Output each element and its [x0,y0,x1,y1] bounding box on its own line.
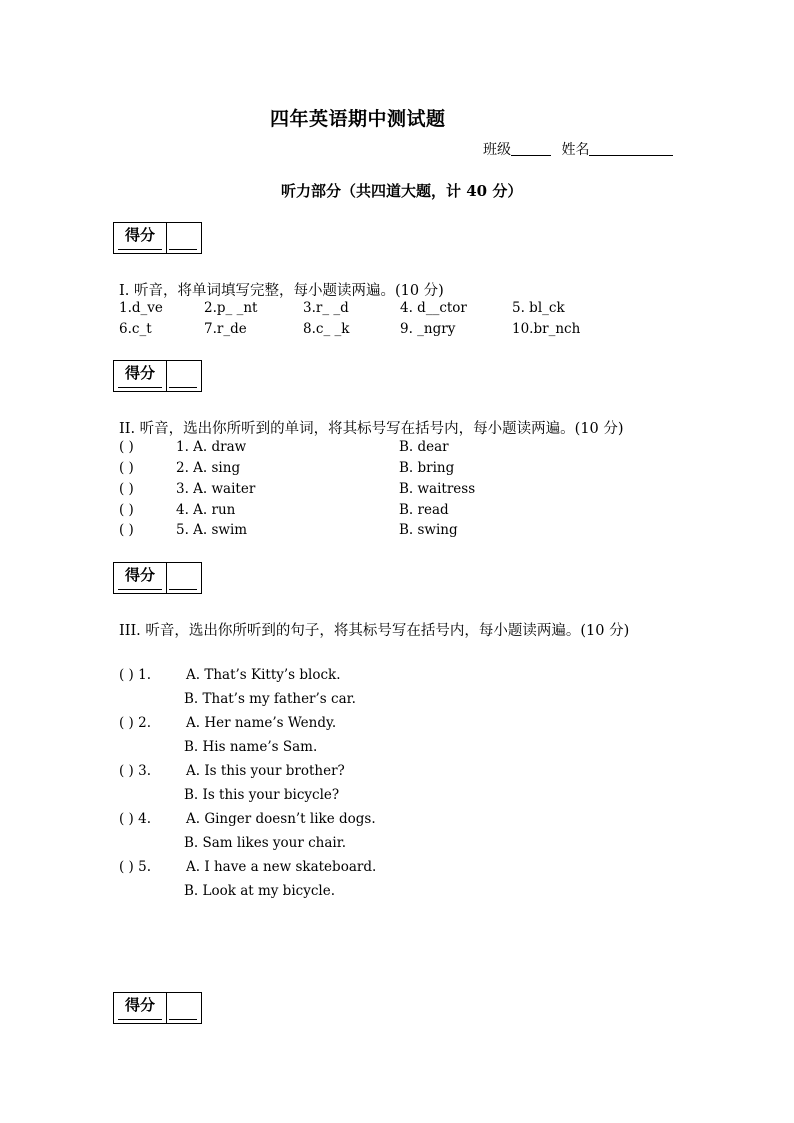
q2-option-b: B. dear [399,439,449,455]
q3-option-b: B. Sam likes your chair. [184,835,346,851]
q2-paren[interactable]: ( ) [119,481,134,497]
q2-option-a: 4. A. run [176,502,236,518]
q3-number[interactable]: ( ) 2. [119,715,151,731]
score-box-3 [113,562,202,594]
class-label: 班级 [483,142,511,158]
exam-title: 四年英语期中测试题 [270,108,446,130]
score-label: 得分 [114,993,167,1023]
q2-instruction: II. 听音，选出你所听到的单词，将其标号写在括号内，每小题读两遍。(10 分) [119,421,624,437]
score-field[interactable] [165,223,201,253]
q2-option-a: 3. A. waiter [176,481,256,497]
q1-item: 3.r_ _d [303,300,349,316]
q1-item: 6.c_t [119,321,152,337]
score-label: 得分 [114,361,167,391]
name-label: 姓名 [561,142,590,158]
q1-item: 5. bl_ck [512,300,565,316]
score-field[interactable] [165,993,201,1023]
q1-item: 9. _ngry [400,321,456,337]
q3-option-b: B. Is this your bicycle? [184,787,340,803]
q2-option-b: B. bring [399,460,455,476]
score-label: 得分 [114,563,167,593]
q2-option-b: B. read [399,502,449,518]
q2-paren[interactable]: ( ) [119,502,134,518]
q2-option-a: 5. A. swim [176,522,248,538]
q1-item: 2.p_ _nt [204,300,258,316]
class-blank[interactable] [511,141,551,156]
q1-item: 7.r_de [204,321,247,337]
q3-option-a: A. Her name’s Wendy. [186,715,337,731]
q3-option-a: A. That’s Kitty’s block. [186,667,341,683]
score-field[interactable] [165,361,201,391]
section-title: 听力部分（共四道大题，计 40 分） [281,182,523,200]
q2-paren[interactable]: ( ) [119,522,134,538]
q2-option-b: B. swing [399,522,458,538]
name-blank[interactable] [589,141,673,156]
q2-option-b: B. waitress [399,481,476,497]
q3-number[interactable]: ( ) 1. [119,667,151,683]
score-label: 得分 [114,223,167,253]
q3-option-b: B. His name’s Sam. [184,739,318,755]
score-box-4 [113,992,202,1024]
student-info-line [483,139,673,159]
q3-option-b: B. That’s my father’s car. [184,691,356,707]
q2-paren[interactable]: ( ) [119,460,134,476]
q2-paren[interactable]: ( ) [119,439,134,455]
score-box-1 [113,222,202,254]
q3-instruction: III. 听音，选出你所听到的句子，将其标号写在括号内，每小题读两遍。(10 分) [119,623,630,639]
q3-option-a: A. I have a new skateboard. [186,859,377,875]
q1-item: 8.c_ _k [303,321,350,337]
q1-instruction: I. 听音，将单词填写完整，每小题读两遍。(10 分) [119,283,444,299]
score-field[interactable] [165,563,201,593]
q3-option-a: A. Ginger doesn’t like dogs. [186,811,376,827]
q1-item: 4. d__ctor [400,300,467,316]
q2-option-a: 1. A. draw [176,439,247,455]
q3-number[interactable]: ( ) 4. [119,811,151,827]
q1-item: 10.br_nch [512,321,581,337]
q3-option-b: B. Look at my bicycle. [184,883,335,899]
q2-option-a: 2. A. sing [176,460,241,476]
q3-option-a: A. Is this your brother? [186,763,345,779]
q3-number[interactable]: ( ) 3. [119,763,151,779]
q1-item: 1.d_ve [119,300,163,316]
q3-number[interactable]: ( ) 5. [119,859,151,875]
score-box-2 [113,360,202,392]
